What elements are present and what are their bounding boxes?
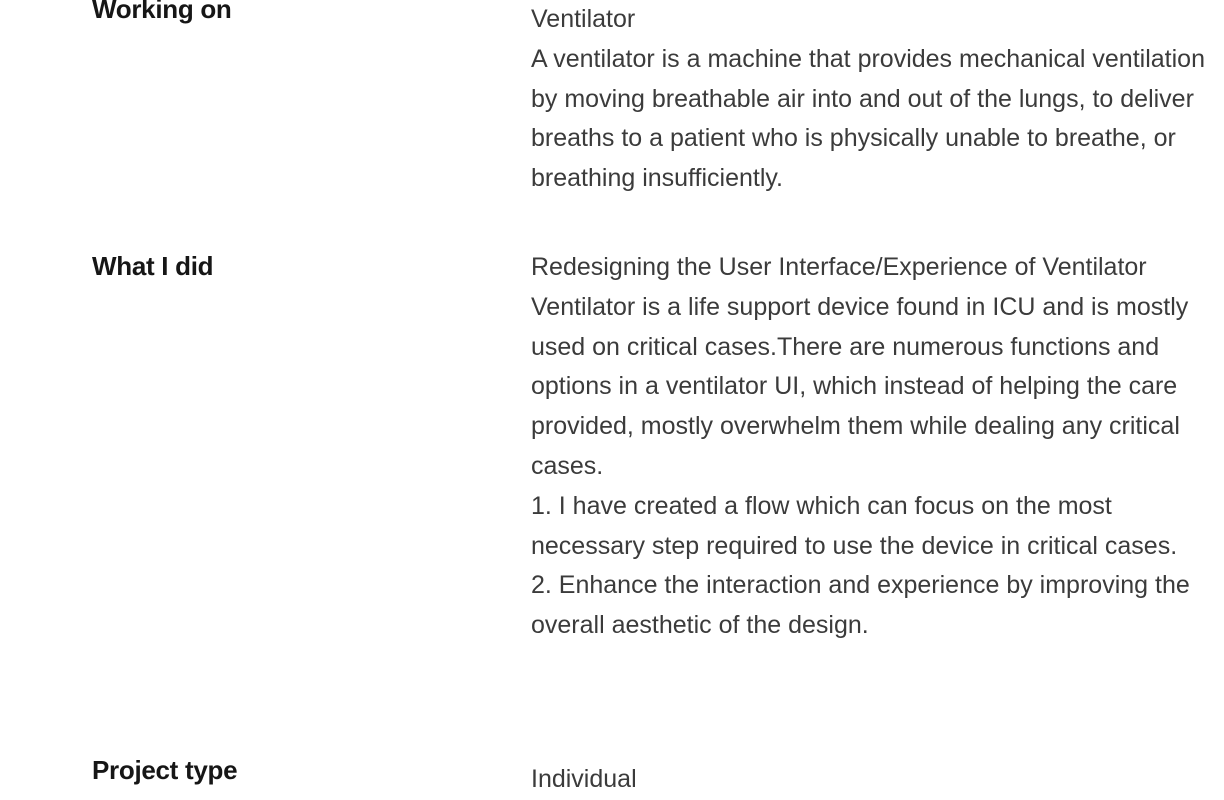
what-i-did-heading: What I did: [92, 251, 214, 281]
working-on-heading: Working on: [92, 0, 232, 24]
what-i-did-point-2: 2. Enhance the interaction and experience by improving the overall aesthetic of the design.: [531, 571, 1190, 640]
working-on-description: A ventilator is a machine that provides mechanical ventilation by moving breathable air into and out of the lungs, to deliver breaths to a patient who is physically unable to breathe, or breathing insufficiently.: [531, 44, 1205, 193]
working-on-title: Ventilator: [531, 5, 636, 33]
project-type-value: Individual: [531, 765, 637, 793]
project-type-content: [531, 760, 1211, 800]
what-i-did-title: Redesigning the User Interface/Experience of Ventilator: [531, 253, 1147, 281]
what-i-did-description: Ventilator is a life support device found in ICU and is mostly used on critical cases.There are numerous functions and options in a ventilator UI, which instead of helping the care provided, mostly overwhelm them while dealing any critical cases.: [531, 292, 1189, 480]
what-i-did-content: [531, 248, 1211, 646]
project-type-heading: Project type: [92, 755, 238, 785]
what-i-did-point-1: 1. I have created a flow which can focus on the most necessary step required to use the device in critical cases.: [531, 491, 1178, 560]
working-on-content: [531, 0, 1211, 199]
